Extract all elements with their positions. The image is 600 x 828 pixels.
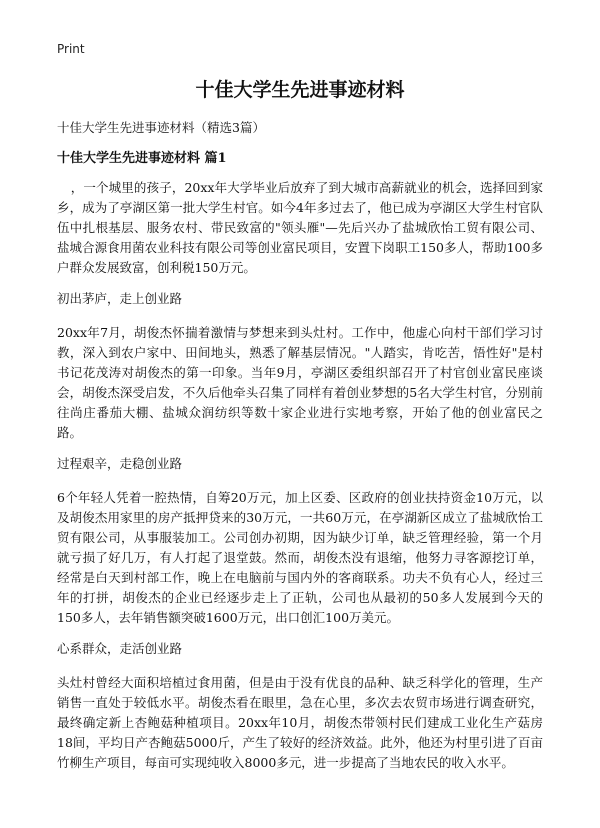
subsection-paragraph-1: 20xx年7月，胡俊杰怀揣着激情与梦想来到头灶村。工作中，他虚心向村干部们学习讨教，深入到农户家中、田间地头，熟悉了解基层情况。"人踏实，肯吃苦，悟性好"是村书记花茂涛对胡俊杰的第一印象。当年9月，亭湖区委组织部召开了村官创业富民座谈会，胡俊杰深受启发，不久后他牵头召集了同样有着创业梦想的5名大学生村官，分别前往尚庄番茄大棚、盐城众润纺织等数十家企业进行实地考察，开始了他的创业富民之路。 [57,325,543,440]
subsection-paragraph-3: 头灶村曾经大面积培植过食用菌，但是由于没有优良的品种、缺乏科学化的管理，生产销售一直处于较低水平。胡俊杰看在眼里，急在心里，多次去农贸市场进行调查研究，最终确定新上杏鲍菇种植项目。20xx年10月，胡俊杰带领村民们建成工业化生产菇房18间，平均日产杏鲍菇5000斤，产生了较好的经济效益。此外，他还为村里引进了百亩竹柳生产项目，每亩可实现纯收入8000多元，进一步提高了当地农民的收入水平。 [57,675,543,770]
document-title: 十佳大学生先进事迹材料 [195,79,405,101]
print-label: Print [57,42,85,56]
section-heading: 十佳大学生先进事迹材料 篇1 [57,151,227,166]
document-subtitle: 十佳大学生先进事迹材料（精选3篇） [57,120,265,135]
subsection-heading-3: 心系群众，走活创业路 [57,641,183,656]
subsection-paragraph-2: 6个年轻人凭着一腔热情，自筹20万元，加上区委、区政府的创业扶持资金10万元，以及胡俊杰用家里的房产抵押贷来的30万元，一共60万元，在亭湖新区成立了盐城欣怡工贸有限公司，从事服装加工。公司创办初期，因为缺少订单，缺乏管理经验，第一个月就亏损了好几万，有人打起了退堂鼓。然而，胡俊杰没有退缩，他努力寻客源挖订单，经常是白天到村部工作，晚上在电脑前与国内外的客商联系。功夫不负有心人，经过三年的打拼，胡俊杰的企业已经逐步走上了正轨，公司也从最初的50多人发展到今天的150多人，去年销售额突破1600万元，出口创汇100万美元。 [57,490,543,625]
intro-paragraph: ，一个城里的孩子，20xx年大学毕业后放弃了到大城市高薪就业的机会，选择回到家乡，成为了亭湖区第一批大学生村官。如今4年多过去了，他已成为亭湖区大学生村官队伍中扎根基层、服务农村、带民致富的"领头雁"—先后兴办了盐城欣怡工贸有限公司、盐城合源食用菌农业科技有限公司等创业富民项目，安置下岗职工150多人，帮助100多户群众发展致富，创利税150万元。 [57,180,543,275]
subsection-heading-2: 过程艰辛，走稳创业路 [57,456,183,471]
subsection-heading-1: 初出茅庐，走上创业路 [57,291,183,306]
